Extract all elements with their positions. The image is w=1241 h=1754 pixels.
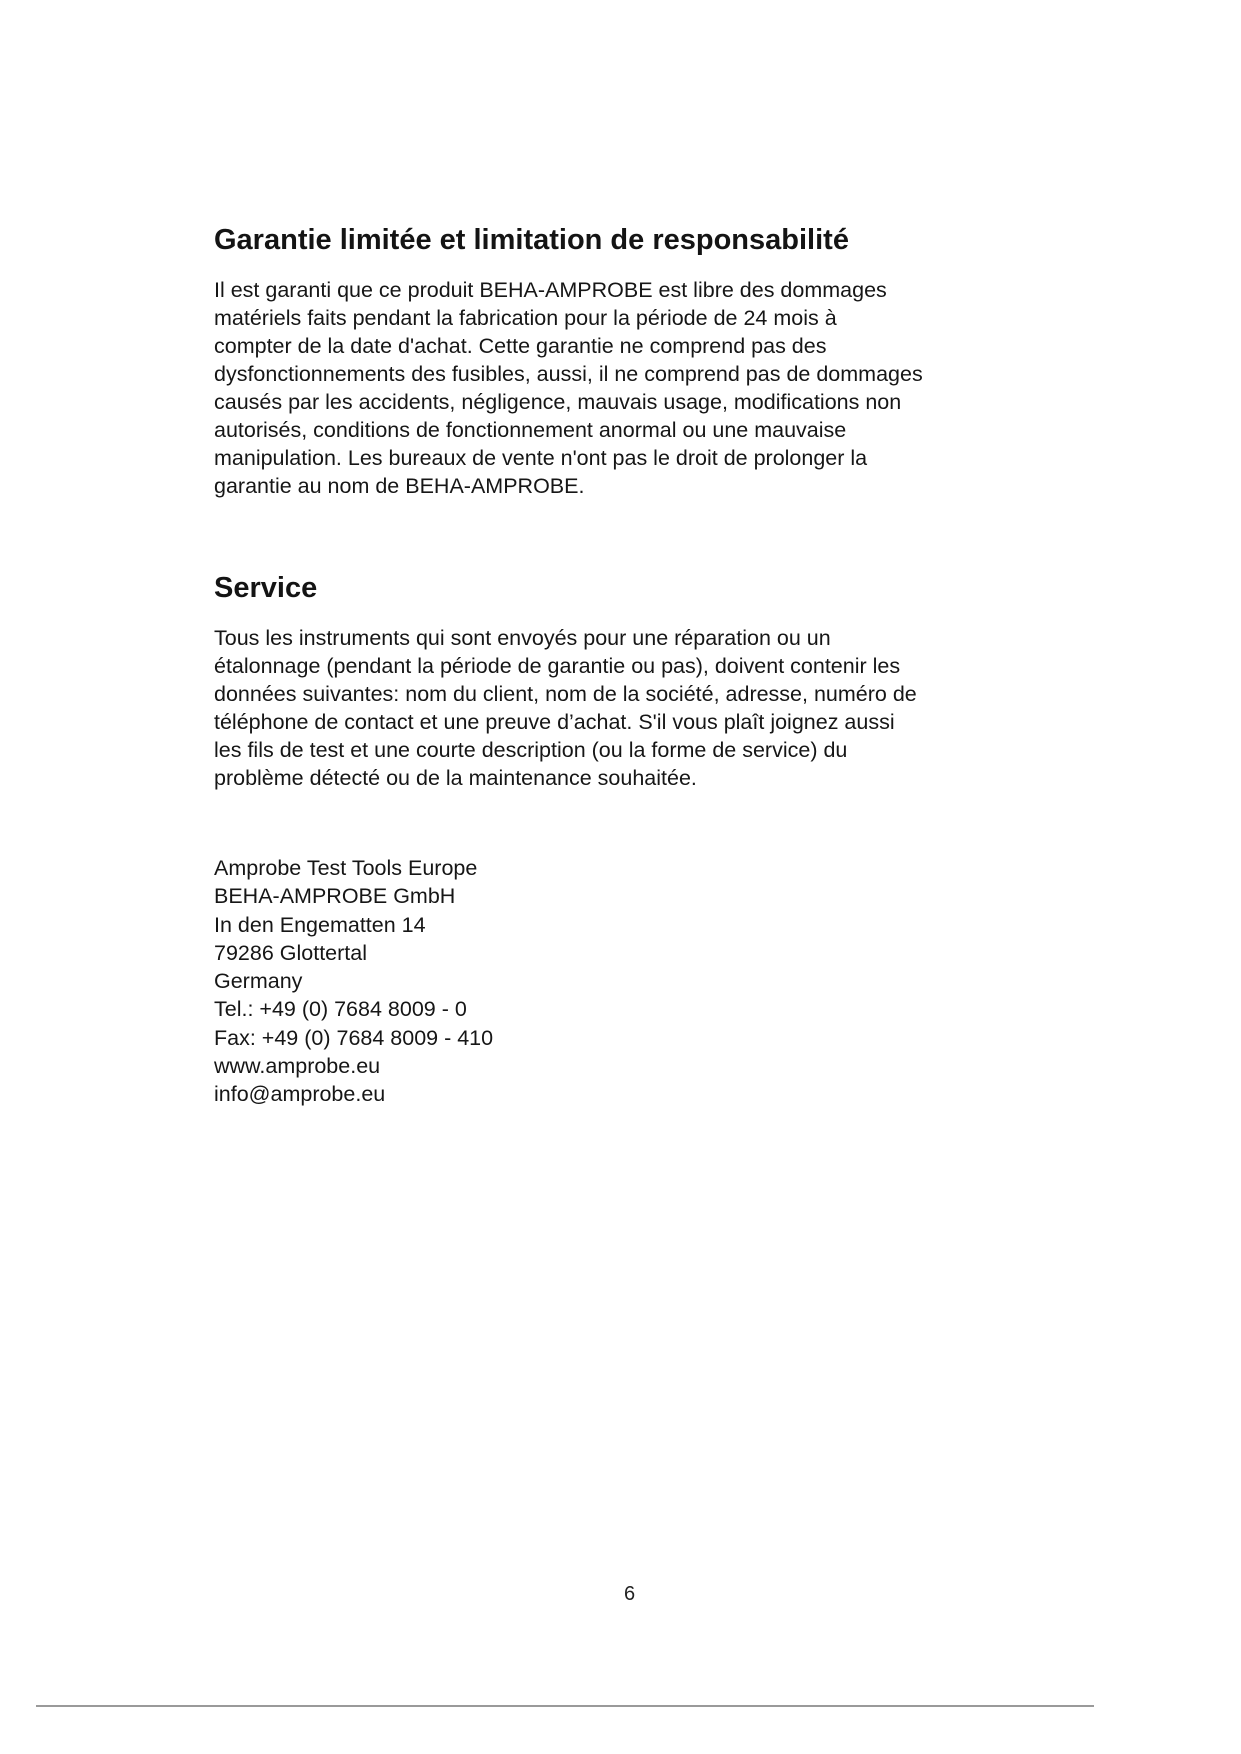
service-line: téléphone de contact et une preuve d’achat. S'il vous plaît joignez aussi bbox=[214, 710, 895, 734]
address-company-name: BEHA-AMPROBE GmbH bbox=[214, 884, 456, 909]
warranty-title: Garantie limitée et limitation de responsabilité bbox=[214, 224, 849, 256]
address-email-link[interactable]: info@amprobe.eu bbox=[214, 1082, 386, 1107]
warranty-line: garantie au nom de BEHA-AMPROBE. bbox=[214, 474, 585, 498]
service-line: étalonnage (pendant la période de garantie ou pas), doivent contenir les bbox=[214, 654, 901, 678]
address-website-link[interactable]: www.amprobe.eu bbox=[214, 1054, 381, 1079]
warranty-line: dysfonctionnements des fusibles, aussi, il ne comprend pas de dommages bbox=[214, 362, 923, 386]
contact-address bbox=[214, 854, 1034, 1109]
service-line: données suivantes: nom du client, nom de la société, adresse, numéro de bbox=[214, 682, 917, 706]
warranty-line: compter de la date d'achat. Cette garantie ne comprend pas des bbox=[214, 334, 827, 358]
service-line: problème détecté ou de la maintenance souhaitée. bbox=[214, 766, 697, 790]
service-paragraph bbox=[214, 624, 1034, 792]
service-line: Tous les instruments qui sont envoyés pour une réparation ou un bbox=[214, 626, 831, 650]
service-line: les fils de test et une courte description (ou la forme de service) du bbox=[214, 738, 848, 762]
warranty-line: Il est garanti que ce produit BEHA-AMPROBE est libre des dommages bbox=[214, 278, 887, 302]
service-section bbox=[214, 570, 1034, 792]
warranty-paragraph bbox=[214, 276, 1034, 500]
address-fax: Fax: +49 (0) 7684 8009 - 410 bbox=[214, 1025, 494, 1050]
warranty-line: manipulation. Les bureaux de vente n'ont pas le droit de prolonger la bbox=[214, 446, 868, 470]
warranty-line: causés par les accidents, négligence, mauvais usage, modifications non bbox=[214, 390, 902, 414]
page-number: 6 bbox=[623, 1583, 636, 1605]
warranty-line: autorisés, conditions de fonctionnement anormal ou une mauvaise bbox=[214, 418, 847, 442]
address-company-region: Amprobe Test Tools Europe bbox=[214, 856, 478, 880]
address-country: Germany bbox=[214, 969, 303, 994]
address-tel: Tel.: +49 (0) 7684 8009 - 0 bbox=[214, 997, 467, 1022]
address-city: 79286 Glottertal bbox=[214, 940, 367, 965]
page-content bbox=[214, 222, 1034, 1109]
footer-divider bbox=[36, 1705, 1094, 1707]
warranty-section bbox=[214, 222, 1034, 500]
warranty-line: matériels faits pendant la fabrication pour la période de 24 mois à bbox=[214, 306, 837, 330]
service-title: Service bbox=[214, 572, 318, 604]
address-street: In den Engematten 14 bbox=[214, 912, 426, 937]
